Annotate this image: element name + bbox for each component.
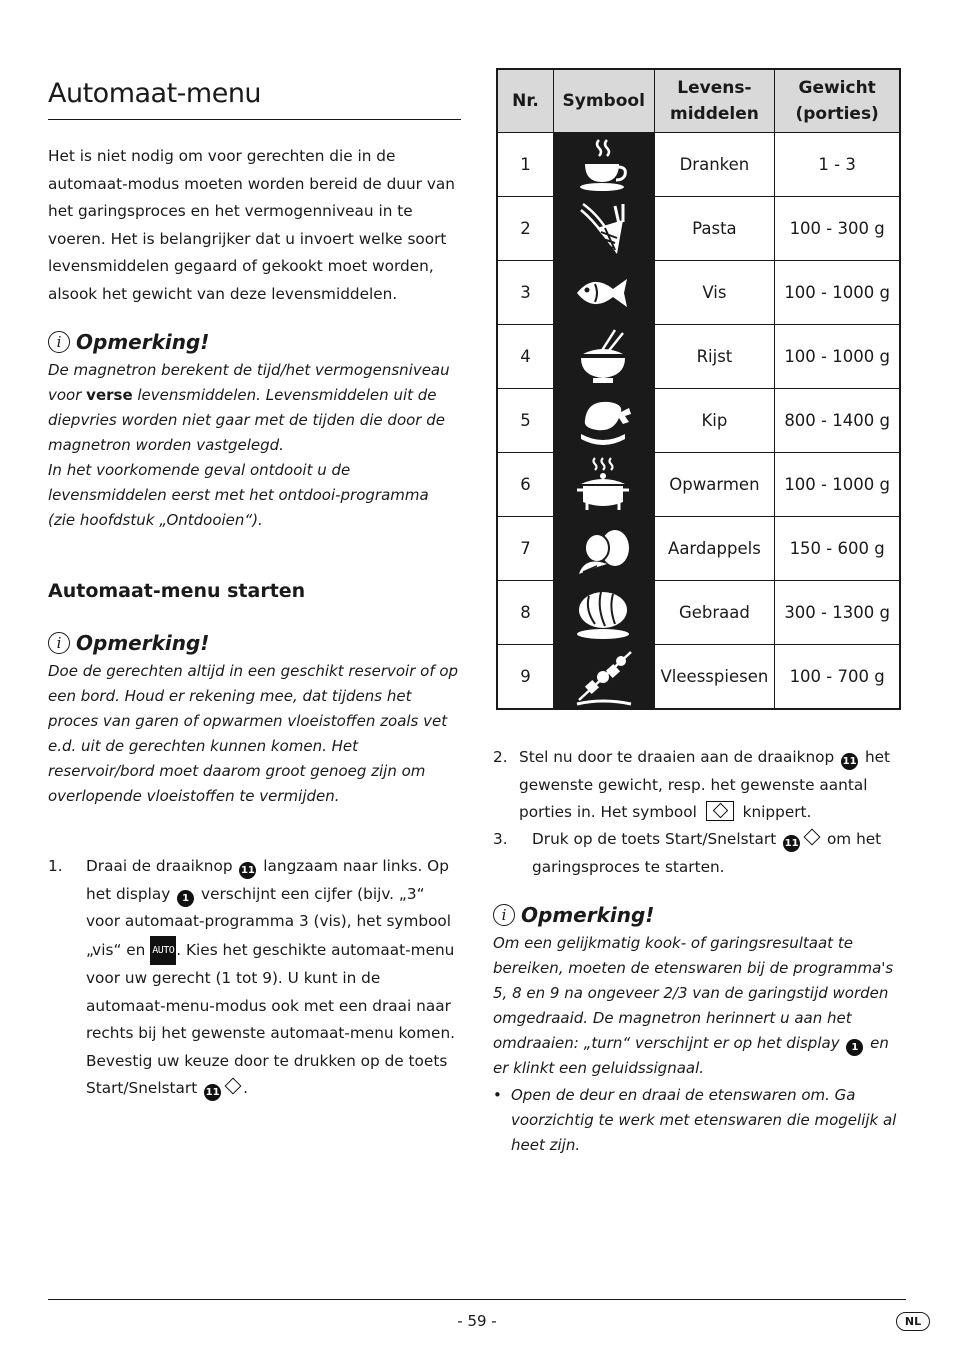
row-number: 3 (497, 261, 553, 325)
step-3-number: 3. (493, 830, 508, 848)
row-weight: 1 - 3 (775, 133, 900, 197)
row-number: 6 (497, 453, 553, 517)
chicken-icon (571, 390, 637, 452)
info-icon: i (48, 331, 70, 353)
row-weight: 300 - 1300 g (775, 581, 900, 645)
step-1 (48, 853, 462, 1103)
step-2-text: Stel nu door te draaien aan de draaiknop 11 het gewenste gewicht, resp. het gewenste aantal porties in. Het symbool knippert. (519, 748, 891, 821)
auto-menu-table (496, 68, 901, 710)
step-3 (493, 826, 907, 881)
table-row (497, 325, 900, 389)
display-reference-badge: 1 (177, 890, 194, 907)
bullet-icon: • (493, 1086, 502, 1104)
table-row (497, 133, 900, 197)
table-row (497, 581, 900, 645)
language-badge: NL (896, 1312, 930, 1331)
table-row (497, 645, 900, 710)
title-divider (48, 119, 461, 120)
table-row (497, 517, 900, 581)
step-3-text: Druk op de toets Start/Snelstart 11 om het garingsproces te starten. (532, 830, 882, 876)
roast-icon (571, 582, 637, 644)
knob-reference-badge: 11 (204, 1084, 221, 1101)
table-row (497, 261, 900, 325)
row-food: Vleesspiesen (654, 645, 775, 710)
row-weight: 100 - 1000 g (775, 325, 900, 389)
step-2 (493, 744, 907, 827)
note-1-paragraph-2: In het voorkomende geval ontdooit u de levensmiddelen eerst met het ontdooi-programma (zie hoofdstuk „Ontdooien“). (48, 461, 429, 529)
row-food: Kip (654, 389, 775, 453)
note-3-body: Om een gelijkmatig kook- of garingsresultaat te bereiken, moeten de etenswaren bij de programma's 5, 8 en 9 na ongeveer 2/3 van de garingstijd worden omgedraaid. De magnetron herinnert u aan het omdraaien: „turn“ verschijnt er op het display 1 en er klinkt een geluidssignaal. (493, 934, 894, 1077)
row-food: Gebraad (654, 581, 775, 645)
row-number: 5 (497, 389, 553, 453)
row-food: Opwarmen (654, 453, 775, 517)
note-3-heading: Opmerking! (521, 903, 655, 927)
row-number: 2 (497, 197, 553, 261)
row-food: Pasta (654, 197, 775, 261)
table-row (497, 453, 900, 517)
weight-diamond-icon (706, 801, 734, 821)
step-2-number: 2. (493, 748, 508, 766)
note-1-paragraph-1: De magnetron berekent de tijd/het vermogensniveau voor verse levensmiddelen. Levensmiddelen uit de diepvries worden niet gaar met de tijden die door de magnetron worden vastgelegd. (48, 361, 450, 454)
info-icon: i (493, 904, 515, 926)
rice-bowl-icon (571, 326, 637, 388)
row-weight: 100 - 300 g (775, 197, 900, 261)
table-header-row (497, 69, 900, 133)
note-3 (493, 903, 907, 1158)
fish-icon (571, 262, 637, 324)
knob-reference-badge: 11 (783, 835, 800, 852)
row-weight: 150 - 600 g (775, 517, 900, 581)
note-1-heading: Opmerking! (76, 330, 210, 354)
step-1-number: 1. (48, 857, 63, 875)
note-3-bullet-text: Open de deur en draai de etenswaren om. Ga voorzichtig te werk met etenswaren die mogelijk al heet zijn. (511, 1086, 897, 1154)
knob-reference-badge: 11 (239, 862, 256, 879)
info-icon: i (48, 632, 70, 654)
section-heading: Automaat-menu starten (48, 580, 306, 602)
header-nr: Nr. (497, 69, 553, 133)
note-3-bullet (493, 1083, 907, 1158)
header-weight: Gewicht (porties) (775, 69, 900, 133)
footer-divider (48, 1299, 906, 1300)
note-1-bold-word: verse (86, 386, 133, 404)
auto-symbol: AUTO (150, 936, 176, 966)
start-diamond-icon (804, 829, 821, 846)
note-2-body: Doe de gerechten altijd in een geschikt reservoir of op een bord. Houd er rekening mee, dat tijdens het proces van garen of opwarmen vloeistoffen zoals vet e.d. uit de gerechten kunnen komen. Het reservoir/bord moet daarom groot genoeg zijn om overlopende vloeistoffen te vermijden. (48, 662, 459, 805)
note-2 (48, 631, 460, 809)
note-1 (48, 330, 460, 533)
start-diamond-icon (225, 1078, 242, 1095)
intro-paragraph: Het is niet nodig om voor gerechten die in de automaat-modus moeten worden bereid de duur van het garingsproces en het vermogenniveau in te voeren. Het is belangrijker dat u invoert welke soort levensmiddelen gegaard of gekookt moet worden, alsook het gewicht van deze levensmiddelen. (48, 147, 455, 303)
note-2-heading: Opmerking! (76, 631, 210, 655)
pasta-icon (571, 198, 637, 260)
row-weight: 800 - 1400 g (775, 389, 900, 453)
knob-reference-badge: 11 (841, 753, 858, 770)
row-food: Vis (654, 261, 775, 325)
header-food: Levens- middelen (654, 69, 775, 133)
pot-icon (571, 454, 637, 516)
table-row (497, 389, 900, 453)
step-1-text: Draai de draaiknop 11 langzaam naar links. Op het display 1 verschijnt een cijfer (bijv. „3“ voor automaat-programma 3 (vis), het symbool „vis“ en AUTO . Kies het geschikte automaat-menu voor uw gerecht (1 tot 9). U kunt in de automaat-menu-modus ook met een draai naar rechts bij het gewenste automaat-menu komen. Bevestig uw keuze door te drukken op de toets Start/Snelstart 11 . (86, 853, 462, 1103)
row-number: 1 (497, 133, 553, 197)
row-food: Rijst (654, 325, 775, 389)
page-number: - 59 - (457, 1312, 497, 1330)
page-title: Automaat-menu (48, 78, 262, 109)
row-food: Dranken (654, 133, 775, 197)
header-symbol: Symbool (553, 69, 654, 133)
row-food: Aardappels (654, 517, 775, 581)
display-reference-badge: 1 (846, 1039, 863, 1056)
potatoes-icon (571, 518, 637, 580)
row-weight: 100 - 1000 g (775, 261, 900, 325)
cup-icon (571, 134, 637, 196)
row-number: 8 (497, 581, 553, 645)
skewer-icon (571, 646, 637, 708)
row-number: 7 (497, 517, 553, 581)
row-number: 4 (497, 325, 553, 389)
row-number: 9 (497, 645, 553, 710)
table-row (497, 197, 900, 261)
row-weight: 100 - 700 g (775, 645, 900, 710)
row-weight: 100 - 1000 g (775, 453, 900, 517)
